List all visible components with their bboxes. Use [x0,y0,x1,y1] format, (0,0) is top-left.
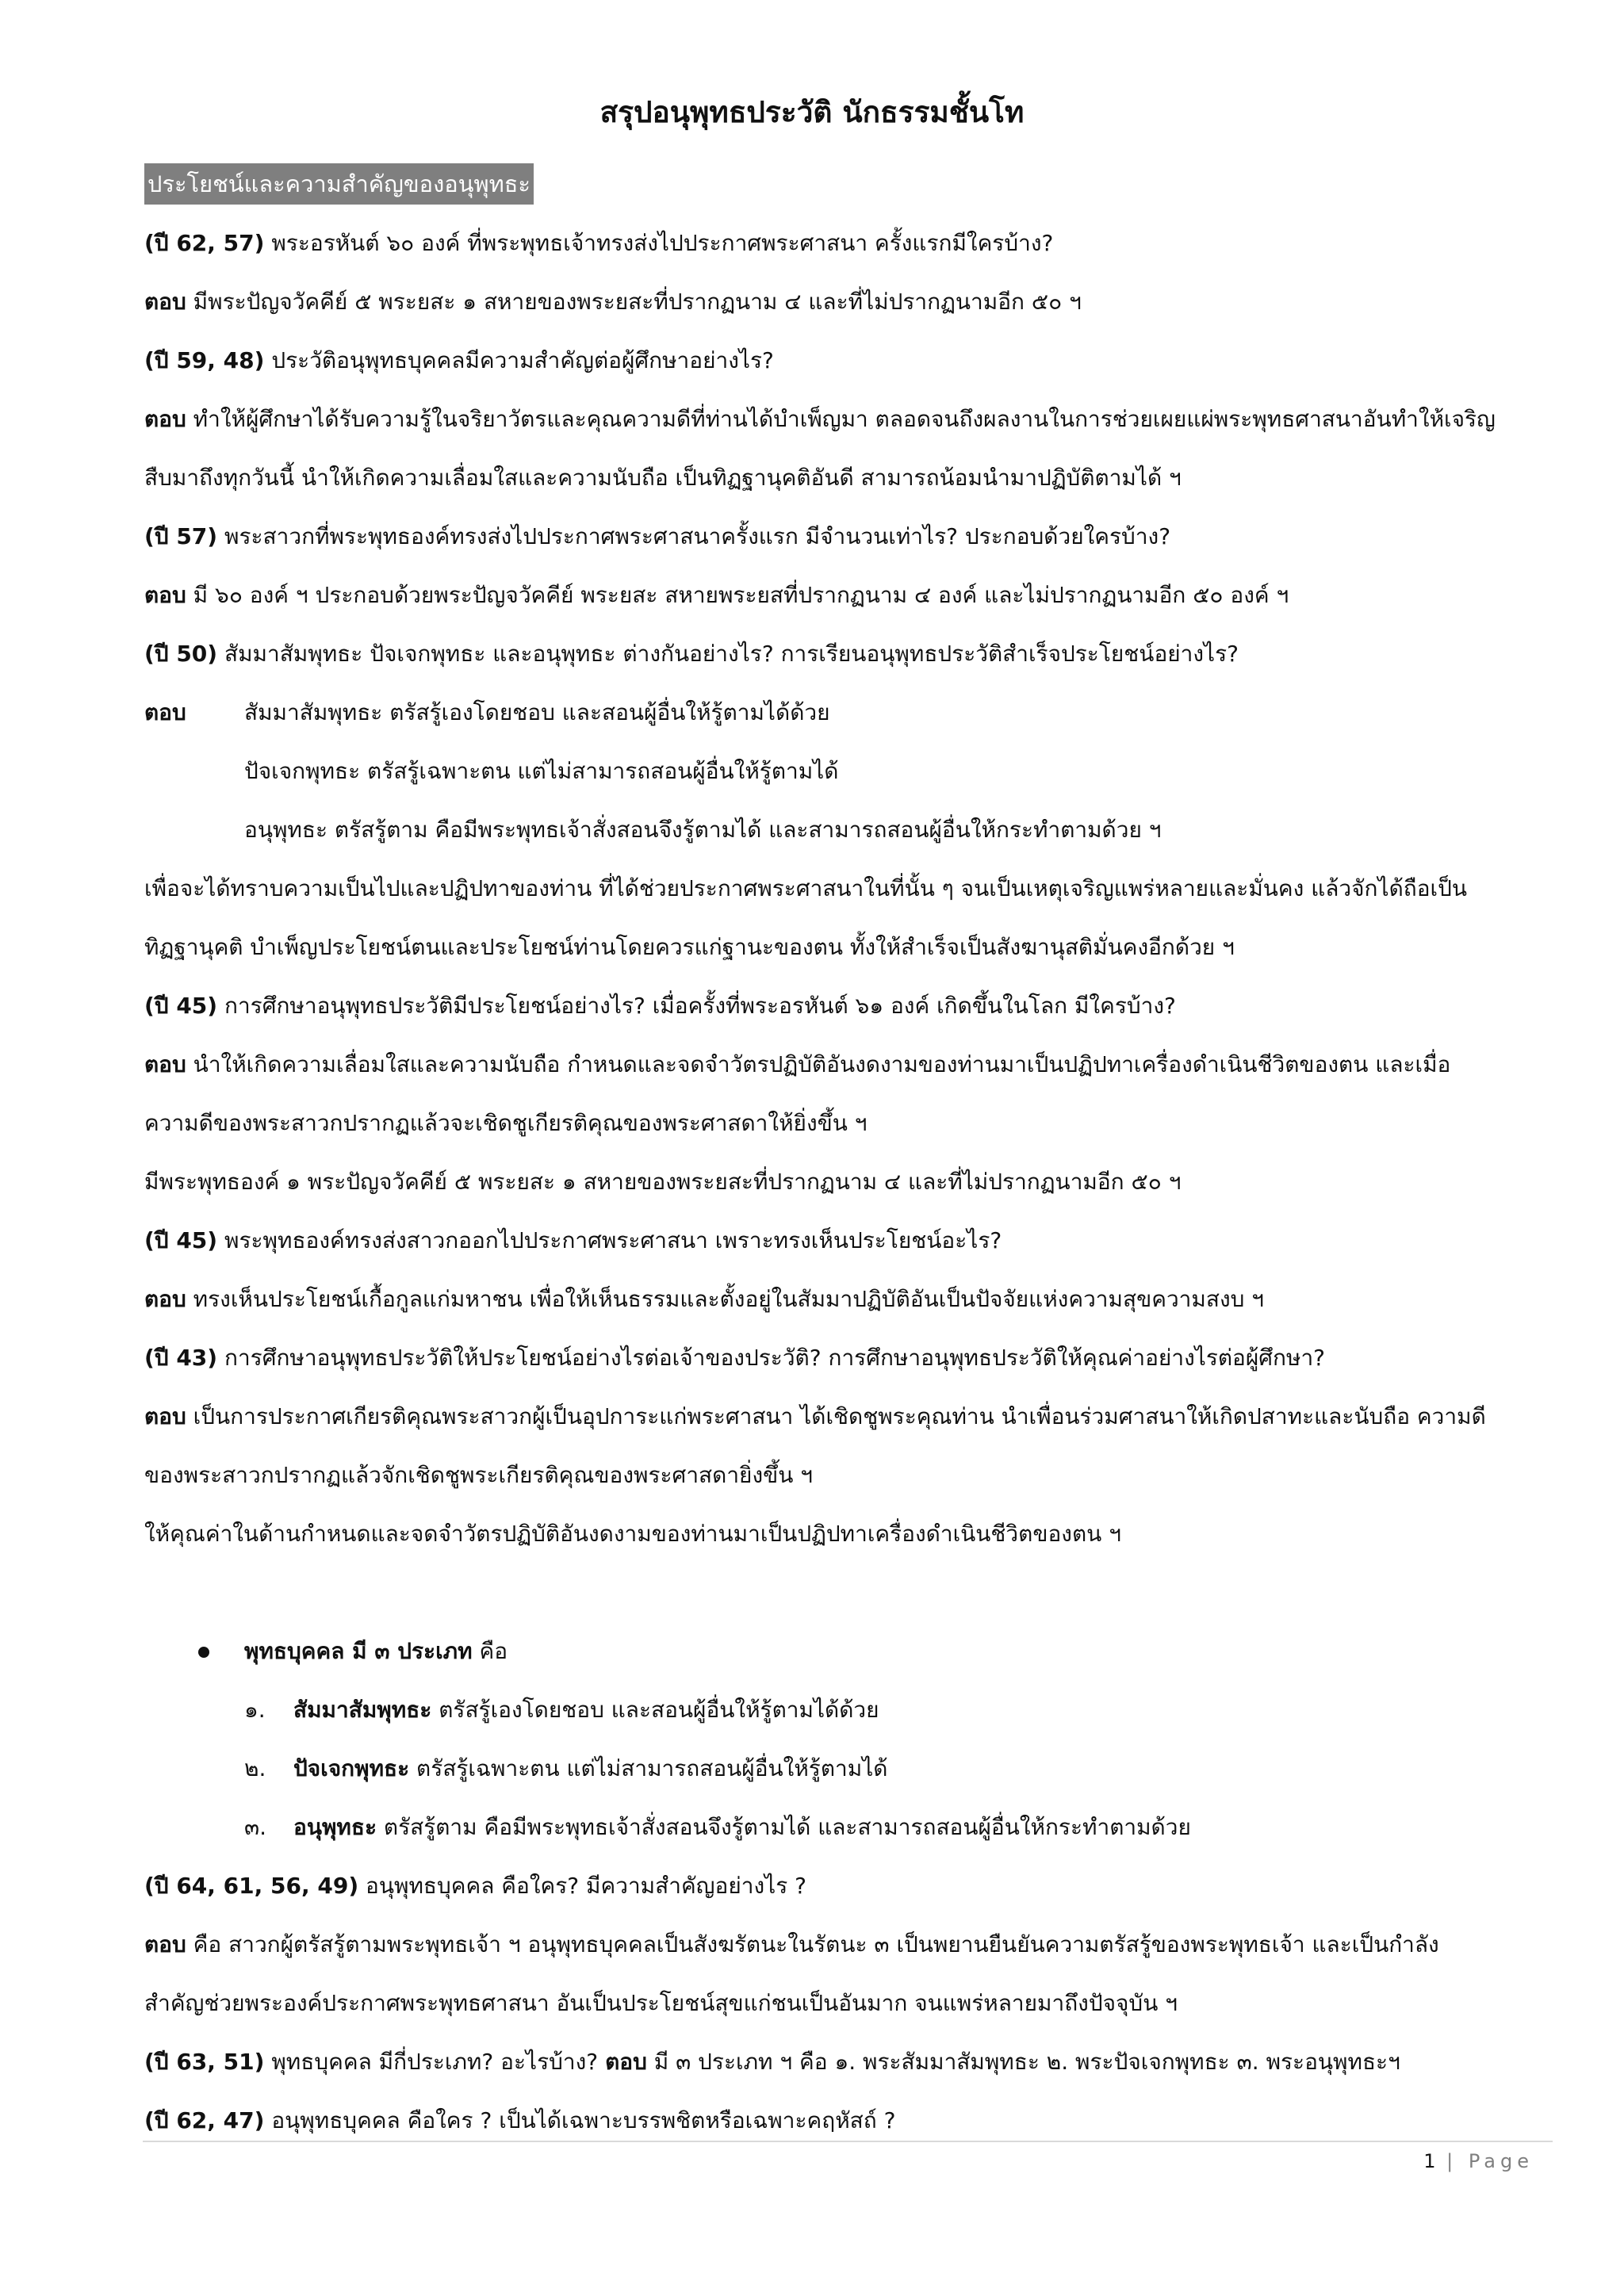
answer-label: ตอบ [144,1931,186,1957]
question-text: สัมมาสัมพุทธะ ปัจเจกพุทธะ และอนุพุทธะ ต่างกันอย่างไร? การเรียนอนุพุทธประวัติสำเร็จประโยชน์อย่างไร? [217,641,1239,667]
bullet-icon [198,1647,209,1658]
question-line [144,214,1572,273]
answer-line [144,1915,1572,1974]
question-line [144,1211,1572,1270]
numbered-item [144,1798,1572,1857]
answer-label: ตอบ [144,1403,186,1429]
page-footer [1423,2150,1534,2172]
bullet-suffix: คือ [472,1638,508,1664]
answer-continuation: ความดีของพระสาวกปรากฏแล้วจะเชิดชูเกียรติคุณของพระศาสดาให้ยิ่งขึ้น ฯ [144,1110,868,1136]
item-description: ตรัสรู้ตาม คือมีพระพุทธเจ้าสั่งสอนจึงรู้ตามได้ และสามารถสอนผู้อื่นให้กระทำตามด้วย [377,1814,1191,1840]
page-number: 1 [1423,2150,1436,2172]
answer-continuation: สืบมาถึงทุกวันนี้ นำให้เกิดความเลื่อมใสและความนับถือ เป็นทิฏฐานุคติอันดี สามารถน้อมนำมาปฏิบัติตามได้ ฯ [144,465,1182,491]
question-text: พระสาวกที่พระพุทธองค์ทรงส่งไปประกาศพระศาสนาครั้งแรก มีจำนวนเท่าไร? ประกอบด้วยใครบ้าง? [217,523,1171,549]
answer-label: ตอบ [144,1051,186,1077]
answer-text: นำให้เกิดความเลื่อมใสและความนับถือ กำหนดและจดจำวัตรปฏิบัติอันงดงามของท่านมาเป็นปฏิปทาเครื่องดำเนินชีวิตของตน และเมื่อ [186,1051,1451,1077]
answer-line [144,683,1572,742]
bullet-heading: พุทธบุคคล มี ๓ ประเภท [244,1638,473,1664]
question-text: การศึกษาอนุพุทธประวัติมีประโยชน์อย่างไร? เมื่อครั้งที่พระอรหันต์ ๖๑ องค์ เกิดขึ้นในโลก มีใครบ้าง? [217,993,1176,1019]
item-term: ปัจเจกพุทธะ [293,1755,410,1781]
question-text: อนุพุทธบุคคล คือใคร? มีความสำคัญอย่างไร ? [358,1873,807,1899]
answer-continuation: สำคัญช่วยพระองค์ประกาศพระพุทธศาสนา อันเป็นประโยชน์สุขแก่ชนเป็นอันมาก จนแพร่หลายมาถึงปัจจุบัน ฯ [144,1990,1178,2016]
answer-continuation: ให้คุณค่าในด้านกำหนดและจดจำวัตรปฏิบัติอันงดงามของท่านมาเป็นปฏิปทาเครื่องดำเนินชีวิตของตน ฯ [144,1521,1121,1547]
answer-label: ตอบ [605,2049,647,2075]
item-term: สัมมาสัมพุทธะ [293,1697,432,1723]
answer-line [144,273,1572,331]
item-number: ๓. [244,1814,267,1840]
answer-line [144,390,1572,449]
answer-text: คือ สาวกผู้ตรัสรู้ตามพระพุทธเจ้า ฯ อนุพุทธบุคคลเป็นสังฆรัตนะในรัตนะ ๓ เป็นพยานยืนยันความตรัสรู้ของพระพุทธเจ้า และเป็นกำลัง [186,1931,1439,1957]
footer-separator: | [1435,2150,1469,2172]
answer-continuation: มีพระพุทธองค์ ๑ พระปัญจวัคคีย์ ๕ พระยสะ ๑ สหายของพระยสะที่ปรากฏนาม ๔ และที่ไม่ปรากฏนามอีก ๕๐ ฯ [144,1169,1182,1195]
year-tag: (ปี 64, 61, 56, 49) [144,1873,359,1899]
numbered-item [144,1739,1572,1798]
bullet-heading-line [144,1622,1572,1681]
answer-label: ตอบ [144,406,186,432]
year-tag: (ปี 62, 47) [144,2107,265,2133]
page-label: Page [1468,2150,1534,2172]
question-line [144,977,1572,1035]
answer-label: ตอบ [144,699,186,725]
page-title: สรุปอนุพุทธประวัติ นักธรรมชั้นโท [599,95,1025,129]
answer-line [144,1035,1572,1094]
numbered-item [144,1681,1572,1739]
answer-text: สัมมาสัมพุทธะ ตรัสรู้เองโดยชอบ และสอนผู้อื่นให้รู้ตามได้ด้วย [244,699,830,725]
item-description: ตรัสรู้เองโดยชอบ และสอนผู้อื่นให้รู้ตามได้ด้วย [431,1697,879,1723]
answer-continuation: เพื่อจะได้ทราบความเป็นไปและปฏิปทาของท่าน ที่ได้ช่วยประกาศพระศาสนาในที่นั้น ๆ จนเป็นเหตุเจริญแพร่หลายและมั่นคง แล้วจักได้ถือเป็น [144,875,1468,901]
answer-text: มี ๖๐ องค์ ฯ ประกอบด้วยพระปัญจวัคคีย์ พระยสะ สหายพระยสที่ปรากฏนาม ๔ องค์ และไม่ปรากฏนามอีก ๕๐ องค์ ฯ [186,582,1289,608]
question-text: พุทธบุคคล มีกี่ประเภท? อะไรบ้าง? [264,2049,606,2075]
document-body [144,155,1572,2150]
question-line [144,1329,1572,1387]
answer-text: ทรงเห็นประโยชน์เกื้อกูลแก่มหาชน เพื่อให้เห็นธรรมและตั้งอยู่ในสัมมาปฏิบัติอันเป็นปัจจัยแห่งความสุขความสงบ ฯ [186,1286,1265,1312]
question-text: อนุพุทธบุคคล คือใคร ? เป็นได้เฉพาะบรรพชิตหรือเฉพาะคฤหัสถ์ ? [264,2107,896,2133]
year-tag: (ปี 63, 51) [144,2049,265,2075]
answer-line [144,1270,1572,1329]
year-tag: (ปี 57) [144,523,218,549]
answer-label: ตอบ [144,289,186,315]
question-line [144,625,1572,683]
footer-divider [143,2141,1553,2142]
item-number: ๒. [244,1755,266,1781]
question-text: พระพุทธองค์ทรงส่งสาวกออกไปประกาศพระศาสนา เพราะทรงเห็นประโยชน์อะไร? [217,1227,1002,1253]
answer-text: มีพระปัญจวัคคีย์ ๕ พระยสะ ๑ สหายของพระยสะที่ปรากฏนาม ๔ และที่ไม่ปรากฏนามอีก ๕๐ ฯ [186,289,1082,315]
answer-continuation: ทิฏฐานุคติ บำเพ็ญประโยชน์ตนและประโยชน์ท่านโดยควรแก่ฐานะของตน ทั้งให้สำเร็จเป็นสังฆานุสติมั่นคงอีกด้วย ฯ [144,934,1235,960]
answer-line [144,566,1572,625]
answer-line [144,1387,1572,1446]
section-heading-line [144,155,1572,214]
question-text: ประวัติอนุพุทธบุคคลมีความสำคัญต่อผู้ศึกษาอย่างไร? [264,347,774,373]
question-line [144,2033,1572,2091]
question-line [144,507,1572,566]
answer-continuation: ปัจเจกพุทธะ ตรัสรู้เฉพาะตน แต่ไม่สามารถสอนผู้อื่นให้รู้ตามได้ [244,758,839,784]
question-line [144,331,1572,390]
answer-text: มี ๓ ประเภท ฯ คือ ๑. พระสัมมาสัมพุทธะ ๒. พระปัจเจกพุทธะ ๓. พระอนุพุทธะฯ [646,2049,1400,2075]
answer-continuation: ของพระสาวกปรากฏแล้วจักเชิดชูพระเกียรติคุณของพระศาสดายิ่งขึ้น ฯ [144,1462,814,1488]
answer-label: ตอบ [144,1286,186,1312]
question-line [144,1857,1572,1915]
year-tag: (ปี 45) [144,1227,218,1253]
blank-spacer [144,1563,1572,1622]
answer-label: ตอบ [144,582,186,608]
year-tag: (ปี 50) [144,641,218,667]
year-tag: (ปี 62, 57) [144,230,265,256]
answer-text: เป็นการประกาศเกียรติคุณพระสาวกผู้เป็นอุปการะแก่พระศาสนา ได้เชิดชูพระคุณท่าน นำเพื่อนร่วมศาสนาให้เกิดปสาทะและนับถือ ความดี [186,1403,1486,1429]
question-text: การศึกษาอนุพุทธประวัติให้ประโยชน์อย่างไรต่อเจ้าของประวัติ? การศึกษาอนุพุทธประวัติให้คุณค่าอย่างไรต่อผู้ศึกษา? [217,1345,1326,1371]
section-heading: ประโยชน์และความสำคัญของอนุพุทธะ [144,163,534,205]
answer-text: ทำให้ผู้ศึกษาได้รับความรู้ในจริยาวัตรและคุณความดีที่ท่านได้บำเพ็ญมา ตลอดจนถึงผลงานในการช่วยเผยแผ่พระพุทธศาสนาอันทำให้เจริญ [186,406,1496,432]
year-tag: (ปี 59, 48) [144,347,265,373]
item-term: อนุพุทธะ [293,1814,377,1840]
item-number: ๑. [244,1697,266,1723]
year-tag: (ปี 43) [144,1345,218,1371]
year-tag: (ปี 45) [144,993,218,1019]
answer-continuation: อนุพุทธะ ตรัสรู้ตาม คือมีพระพุทธเจ้าสั่งสอนจึงรู้ตามได้ และสามารถสอนผู้อื่นให้กระทำตามด้วย ฯ [244,817,1162,843]
question-text: พระอรหันต์ ๖๐ องค์ ที่พระพุทธเจ้าทรงส่งไปประกาศพระศาสนา ครั้งแรกมีใครบ้าง? [264,230,1054,256]
item-description: ตรัสรู้เฉพาะตน แต่ไม่สามารถสอนผู้อื่นให้รู้ตามได้ [409,1755,888,1781]
